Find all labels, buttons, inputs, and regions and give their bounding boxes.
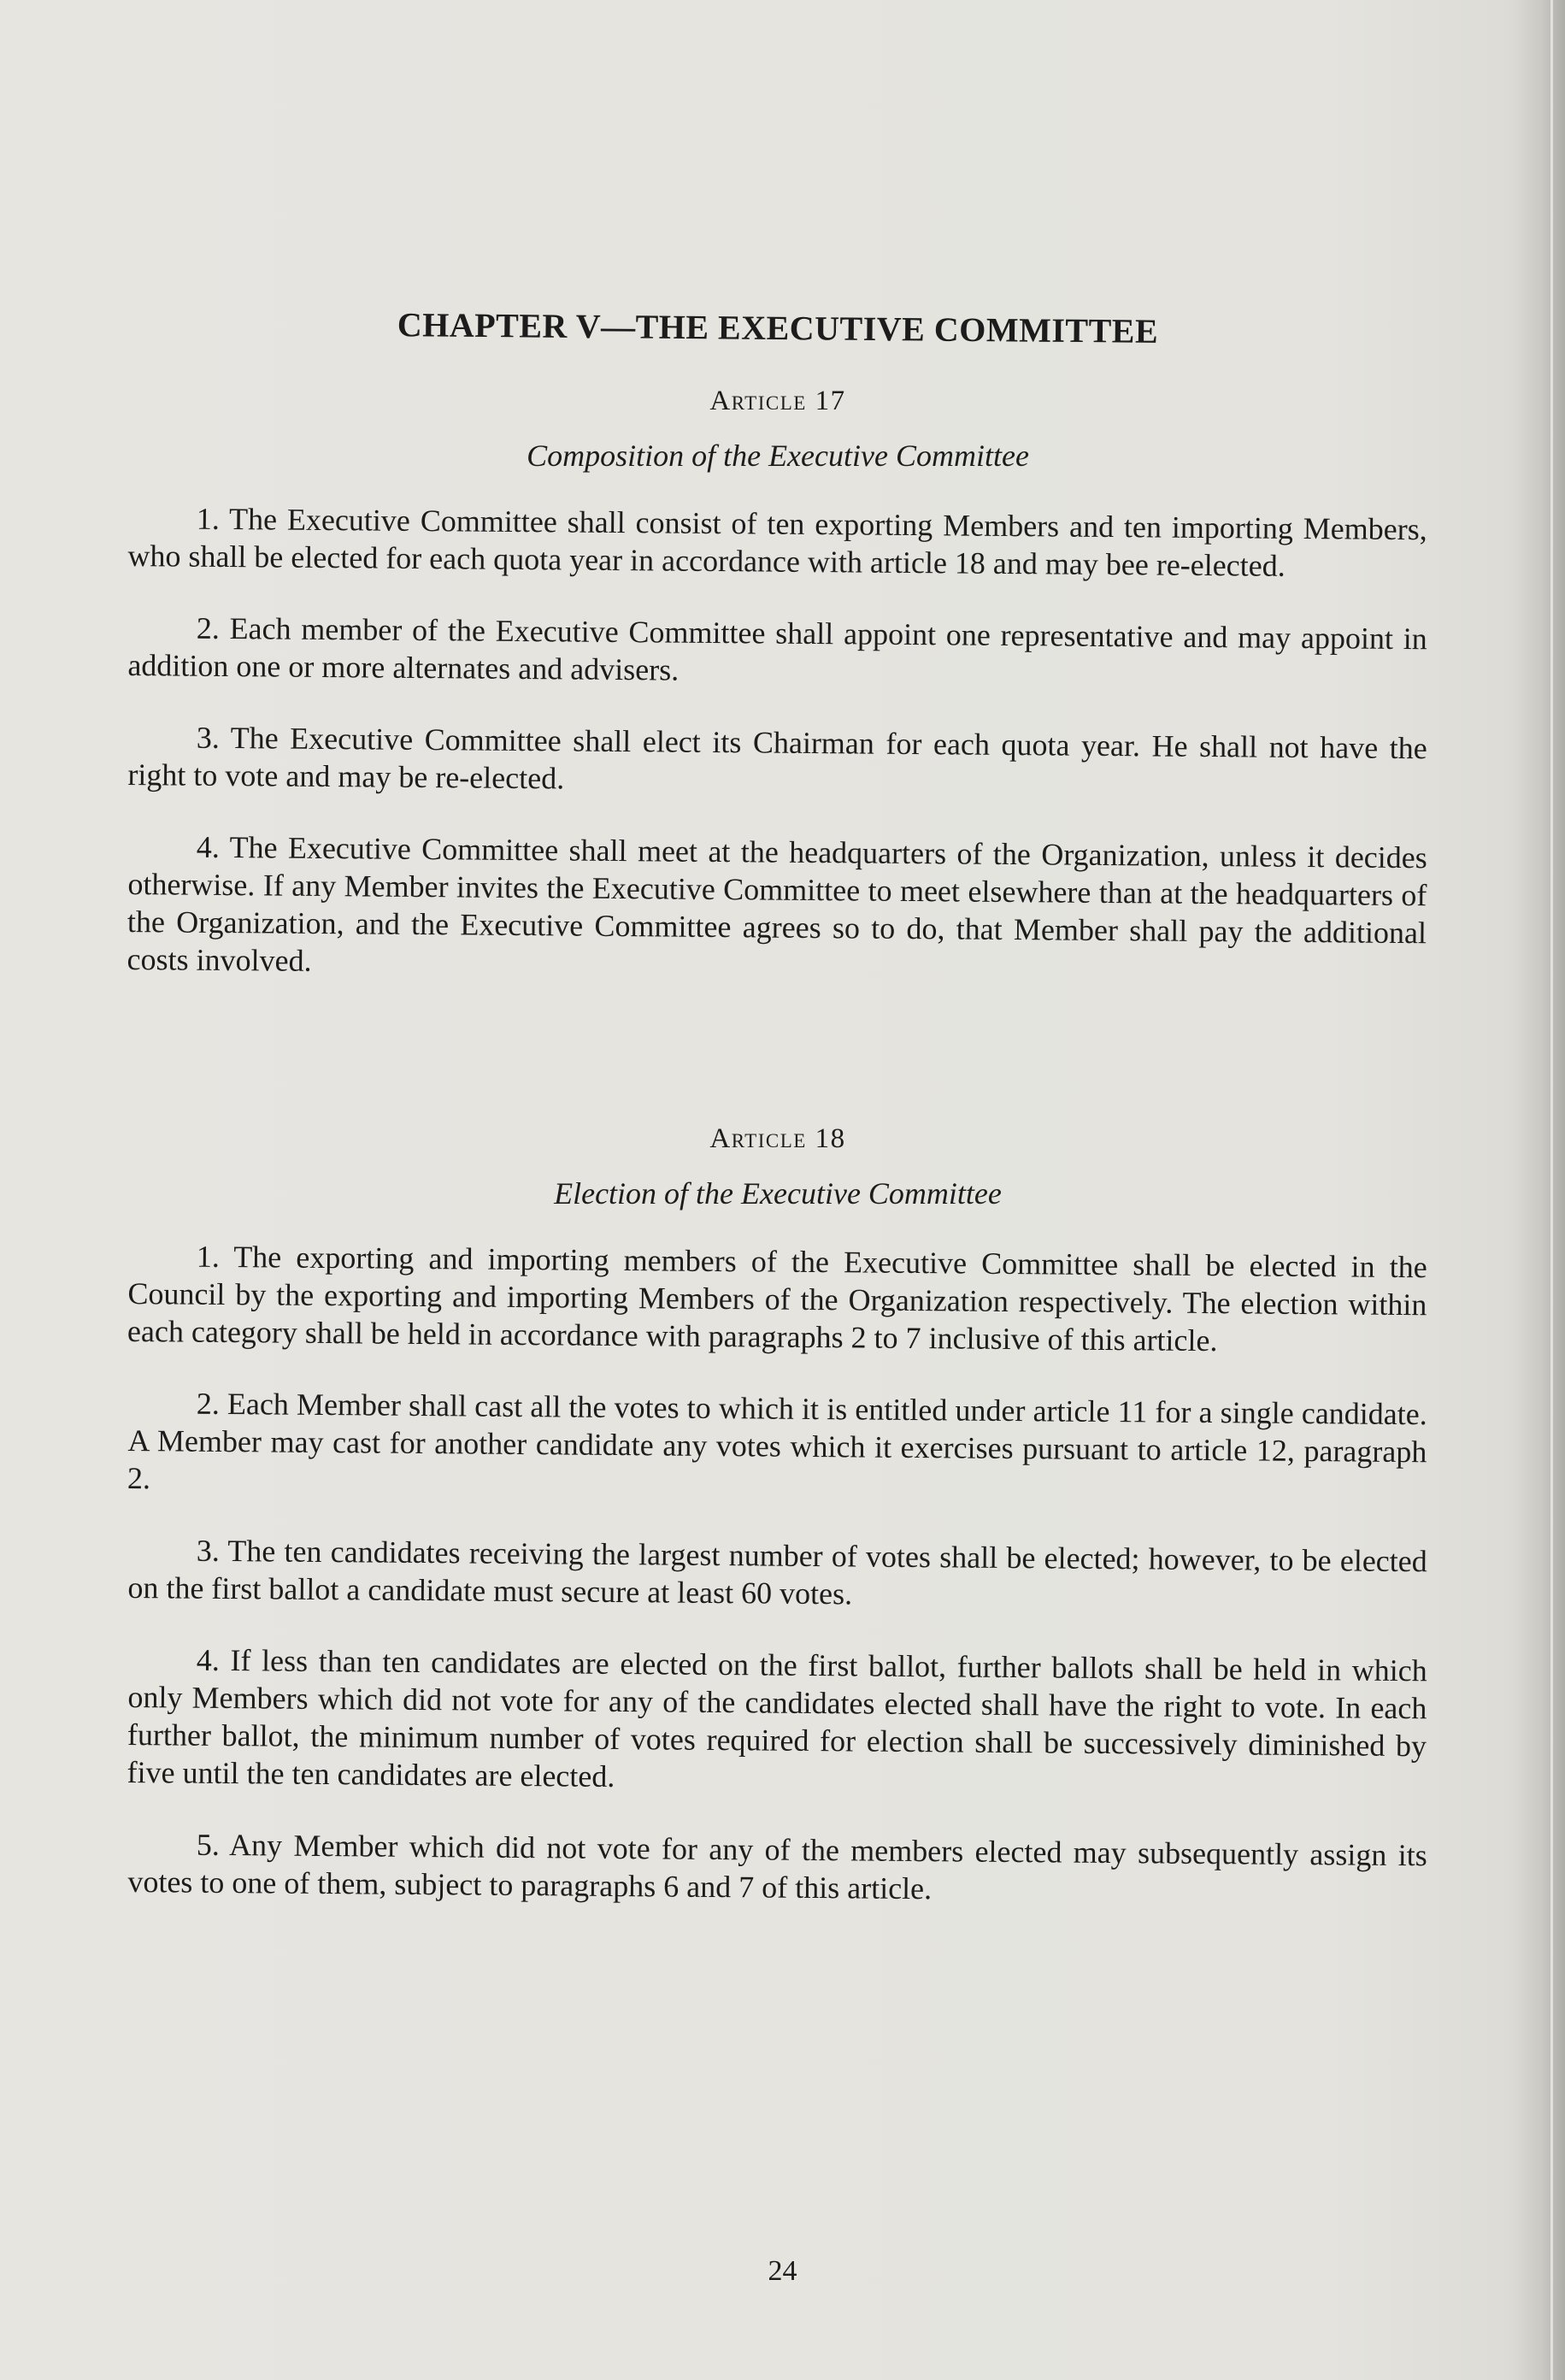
paragraph: 4. The Executive Committee shall meet at the headquarters of the Organization, unless it decides otherwise. If any Member invites the Executive Committee to meet elsewhere than at the headquarters of the Organization, and the Executive Committee agrees so to do, that Member shall pay the additional costs involved. — [126, 829, 1427, 978]
paragraph: 1. The Executive Committee shall consist of ten exporting Members and ten importing Members, who shall be elected for each quota year in accordance with article 18 and may bee re-elected. — [127, 501, 1427, 583]
paragraph: 3. The ten candidates receiving the largest number of votes shall be elected; however, to be elected on the first ballot a candidate must secure at least 60 votes. — [127, 1533, 1427, 1611]
paragraph: 4. If less than ten candidates are elected on the first ballot, further ballots shall be held in which only Members which did not vote for any of the candidates elected shall have the right to vote. In each further ballot, the minimum number of votes required for election shall be successively diminished by five until the ten candidates are elected. — [126, 1642, 1427, 1794]
page-number: 24 — [768, 2255, 797, 2287]
paragraph: 5. Any Member which did not vote for any of the members elected may subsequently assign its votes to one of them, subject to paragraphs 6 and 7 of this article. — [127, 1827, 1427, 1906]
article-18 — [126, 1123, 1427, 1906]
article-subtitle: Composition of the Executive Committee — [527, 439, 1029, 473]
paragraph: 3. The Executive Committee shall elect its Chairman for each quota year. He shall not have the right to vote and may be re-elected. — [127, 720, 1427, 796]
article-17 — [128, 386, 1427, 978]
chapter-title: CHAPTER V—THE EXECUTIVE COMMITTEE — [397, 305, 1159, 351]
article-heading: Article 17 — [709, 386, 846, 416]
article-subtitle: Election of the Executive Committee — [554, 1176, 1002, 1211]
paragraph: 1. The exporting and importing members of the Executive Committee shall be elected in the Council by the exporting and importing Members of the Organization respectively. The election within each category shall be held in accordance with paragraphs 2 to 7 inclusive of this article. — [126, 1239, 1427, 1358]
page-edge-line — [1550, 0, 1553, 2380]
page-edge-shadow — [1514, 0, 1565, 2380]
paragraph: 2. Each member of the Executive Committee shall appoint one representative and may appoint in addition one or more alternates and advisers. — [127, 610, 1427, 687]
paragraph: 2. Each Member shall cast all the votes to which it is entitled under article 11 for a single candidate. A Member may cast for another candidate any votes which it exercises pursuant to article 12, paragraph 2. — [126, 1386, 1427, 1496]
article-heading: Article 18 — [709, 1123, 846, 1154]
page-content — [126, 305, 1427, 2046]
